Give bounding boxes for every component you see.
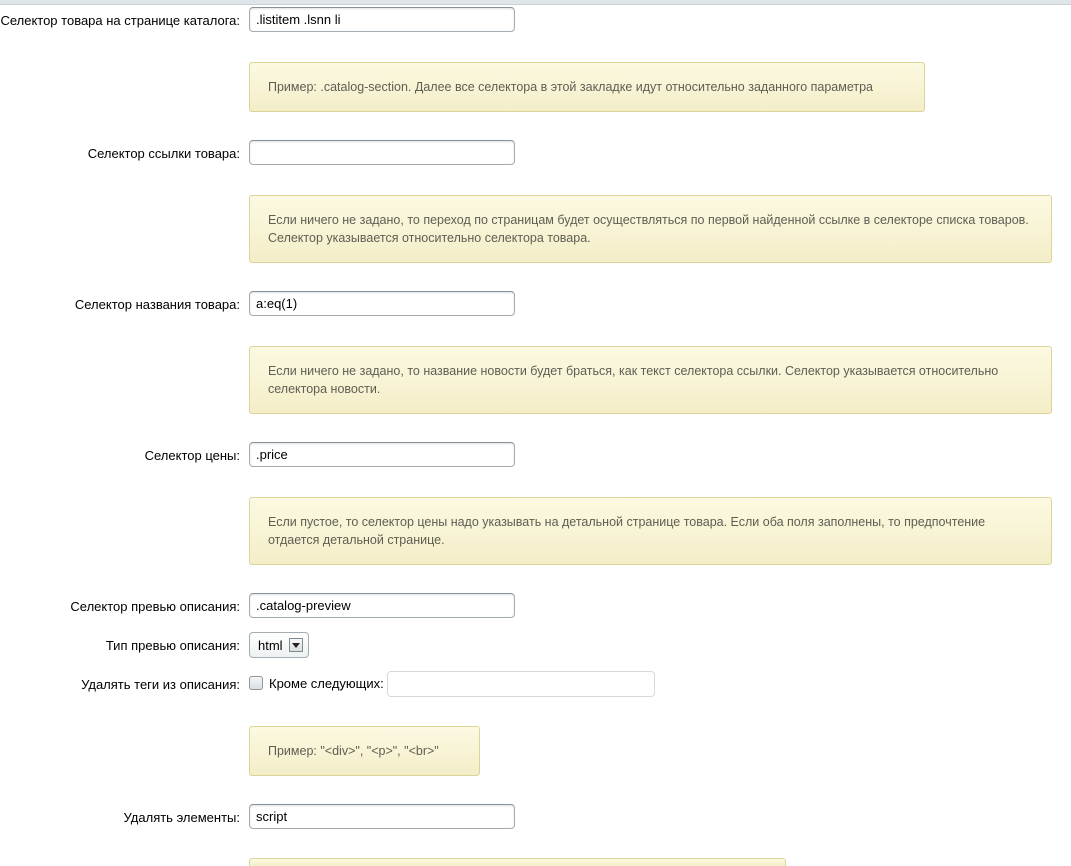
item-name-selector-input[interactable] — [249, 291, 515, 316]
strip-tags-checkbox[interactable] — [249, 676, 263, 690]
name-selector-hint — [249, 346, 1052, 414]
name-selector-hint-text: Если ничего не задано, то название новости будет браться, как текст селектора ссылки. Селектор указывается относительно селектора новости. — [268, 364, 999, 396]
price-selector-hint-text: Если пустое, то селектор цены надо указывать на детальной странице товара. Если оба поля заполнены, то предпочтение отдается детальной странице. — [268, 515, 986, 547]
preview-type-select[interactable] — [249, 632, 309, 658]
remove-elements-label: Удалять элементы: — [123, 810, 240, 825]
tags-hint — [249, 726, 480, 776]
remove-elements-hint — [249, 858, 786, 866]
item-link-selector-input[interactable] — [249, 140, 515, 165]
item-name-selector-label: Селектор названия товара: — [74, 297, 240, 312]
catalog-selector-hint-text: Пример: .catalog-section. Далее все селектора в этой закладке идут относительно заданного параметра — [268, 80, 873, 94]
link-selector-hint — [249, 195, 1052, 263]
price-selector-label: Селектор цены: — [144, 448, 240, 463]
remove-elements-input[interactable] — [249, 804, 515, 829]
chevron-down-icon — [292, 643, 300, 648]
preview-selector-label: Селектор превью описания: — [70, 599, 240, 614]
catalog-selector-hint — [249, 62, 925, 112]
price-selector-input[interactable] — [249, 442, 515, 467]
catalog-item-selector-input[interactable] — [249, 7, 515, 32]
preview-type-selected-value: html — [258, 637, 283, 653]
item-link-selector-label: Селектор ссылки товара: — [87, 146, 240, 161]
price-selector-hint — [249, 497, 1052, 565]
preview-type-label: Тип превью описания: — [105, 638, 240, 653]
except-following-label: Кроме следующих: — [269, 676, 384, 691]
dropdown-arrow-button[interactable] — [289, 638, 303, 652]
tags-hint-text: Пример: "<div>", "<p>", "<br>" — [268, 744, 439, 758]
top-border — [0, 0, 1071, 5]
catalog-item-selector-label: Селектор товара на странице каталога: — [0, 13, 240, 28]
preview-selector-input[interactable] — [249, 593, 515, 618]
strip-tags-label: Удалять теги из описания: — [81, 677, 240, 692]
except-tags-input[interactable] — [387, 671, 655, 697]
link-selector-hint-text: Если ничего не задано, то переход по страницам будет осуществляться по первой найденной ссылке в селекторе списка товаров. Селектор указывается относительно селектора товара. — [268, 213, 1029, 245]
